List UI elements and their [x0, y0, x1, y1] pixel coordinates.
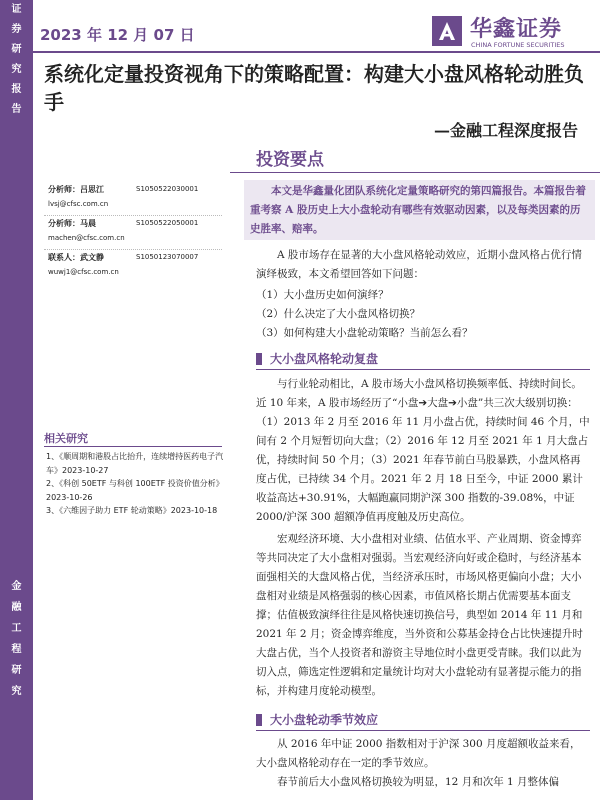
intro-block	[256, 246, 590, 343]
question-item: （1）大小盘历史如何演绎？	[256, 289, 389, 301]
logo-english-name: CHINA FORTUNE SECURITIES	[471, 41, 565, 49]
subsection-body	[256, 530, 590, 701]
subsection-body	[256, 735, 590, 792]
report-title: 系统化定量投资视角下的策略配置：构建大小盘风格轮动胜负手	[44, 62, 584, 114]
subsection-divider	[256, 730, 590, 731]
side-label-char: 研	[11, 665, 22, 676]
subsection-heading: 大小盘风格轮动复盘	[256, 350, 378, 367]
body-paragraph: 与行业轮动相比，A 股市场大小盘风格切换频率低、持续时间长。近 10 年来，A 股市场经历了“小盘➔大盘➔小盘”共三次大级别切换：（1）2013 年 2 月至 2016 年 11 月小盘占优，持续时间 46 个月，中间有 2 个月短暂切向大盘；（2）2016 年 12 月至 2021 年 1 月大盘占优，持续时间 50 个月；（3）2021 年春节前白马股暴跌，小盘风格再度占优，已持续 34 个月。2021 年 2 月 18 日至今，中证 2000 累计收益高达+30.91%，大幅跑赢同期沪深 300 指数的-39.08%，中证 2000/沪深 300 超额净值再度触及历史高位。	[256, 378, 590, 523]
subsection-heading: 大小盘轮动季节效应	[256, 711, 378, 728]
analyst-role: 联系人：	[48, 253, 80, 262]
side-label-char: 券	[11, 24, 22, 35]
logo-chinese-name: 华鑫证券	[470, 17, 563, 42]
analyst-role: 分析师：	[48, 185, 80, 194]
body-paragraph: 宏观经济环境、大小盘相对业绩、估值水平、产业周期、资金博弈等共同决定了大小盘相对强弱。当宏观经济向好或企稳时，与经济基本面强相关的大盘风格占优，当经济承压时，市场风格更偏向小盘；大小盘相对业绩是风格强弱的核心因素，市值风格长期占优需要基本面支撑；估值极致演绎往往是风格快速切换信号，典型如 2014 年 11 月和 2021 年 2 月；资金博弈维度，当外资和公募基金持仓占比快速提升时大盘占优，当个人投资者和游资主导地位时小盘更受青睐。我们以此为切入点，筛选定性逻辑和定量统计均对大小盘轮动有显著提示能力的指标，并构建月度轮动模型。	[256, 533, 583, 697]
intro-paragraph: A 股市场存在显著的大小盘风格轮动效应，近期小盘风格占优行情演绎极致，本文希望回答如下问题：	[256, 249, 582, 280]
subsection-divider	[256, 369, 590, 370]
side-label-char: 金	[11, 581, 22, 592]
summary-box	[244, 180, 595, 240]
analyst-email[interactable]: wuwj1@cfsc.com.cn	[48, 268, 119, 276]
side-label-char: 工	[11, 623, 22, 634]
analyst-cert: S1050123070007	[136, 253, 199, 261]
side-label-char: 究	[11, 686, 22, 697]
section-divider	[230, 172, 600, 173]
analyst-name: 吕思江	[80, 185, 104, 194]
side-label-char: 研	[11, 44, 22, 55]
subsection-body	[256, 375, 590, 527]
analyst-row	[44, 250, 222, 284]
bullet-square-icon	[256, 714, 262, 726]
company-logo	[432, 12, 594, 50]
side-category-label	[0, 576, 33, 702]
question-item: （2）什么决定了大小盘风格切换？	[256, 308, 421, 320]
analyst-name: 马晨	[80, 219, 96, 228]
section-heading: 投资要点	[256, 150, 324, 170]
analyst-row	[44, 182, 222, 216]
summary-text: 本文是华鑫量化团队系统化定量策略研究的第四篇报告。本篇报告着重考察 A 股历史上大小盘轮动有哪些有效驱动因素，以及每类因素的历史胜率、赔率。	[250, 185, 586, 235]
bullet-square-icon	[256, 353, 262, 365]
related-research-divider	[44, 446, 222, 447]
side-label-char: 证	[11, 4, 22, 15]
related-research-item[interactable]: 2、《科创 50ETF 与科创 100ETF 投资价值分析》2023-10-26	[46, 479, 224, 502]
side-label-char: 融	[11, 602, 22, 613]
related-research-item[interactable]: 3、《六维因子助力 ETF 轮动策略》2023-10-18	[46, 506, 218, 515]
report-date: 2023 年 12 月 07 日	[40, 26, 195, 44]
analyst-email[interactable]: machen@cfsc.com.cn	[48, 234, 125, 242]
body-paragraph: 春节前后大小盘风格切换较为明显，12 月和次年 1 月整体偏	[277, 776, 560, 788]
logo-mark-icon	[432, 16, 462, 46]
side-label-char: 程	[11, 644, 22, 655]
body-paragraph: 从 2016 年中证 2000 指数相对于沪深 300 月度超额收益来看，大小盘风格轮动存在一定的季节效应。	[256, 738, 581, 769]
related-research-list	[46, 450, 224, 518]
analyst-cert: S1050522030001	[136, 185, 199, 193]
analyst-cert: S1050522050001	[136, 219, 199, 227]
related-research-heading: 相关研究	[44, 432, 88, 445]
analyst-list	[44, 182, 222, 284]
side-label-char: 报	[11, 84, 22, 95]
side-report-label	[0, 0, 33, 120]
side-label-char: 究	[11, 64, 22, 75]
side-label-char: 告	[11, 104, 22, 115]
related-research-item[interactable]: 1、《顺周期和港股占比抬升，连续增持医药电子汽车》2023-10-27	[46, 452, 224, 475]
analyst-name: 武文静	[80, 253, 104, 262]
analyst-email[interactable]: lvsj@cfsc.com.cn	[48, 200, 109, 208]
analyst-role: 分析师：	[48, 219, 80, 228]
header-divider	[33, 51, 600, 53]
question-item: （3）如何构建大小盘轮动策略？当前怎么看？	[256, 327, 473, 339]
report-subtitle: —金融工程深度报告	[433, 121, 578, 140]
analyst-row	[44, 216, 222, 250]
